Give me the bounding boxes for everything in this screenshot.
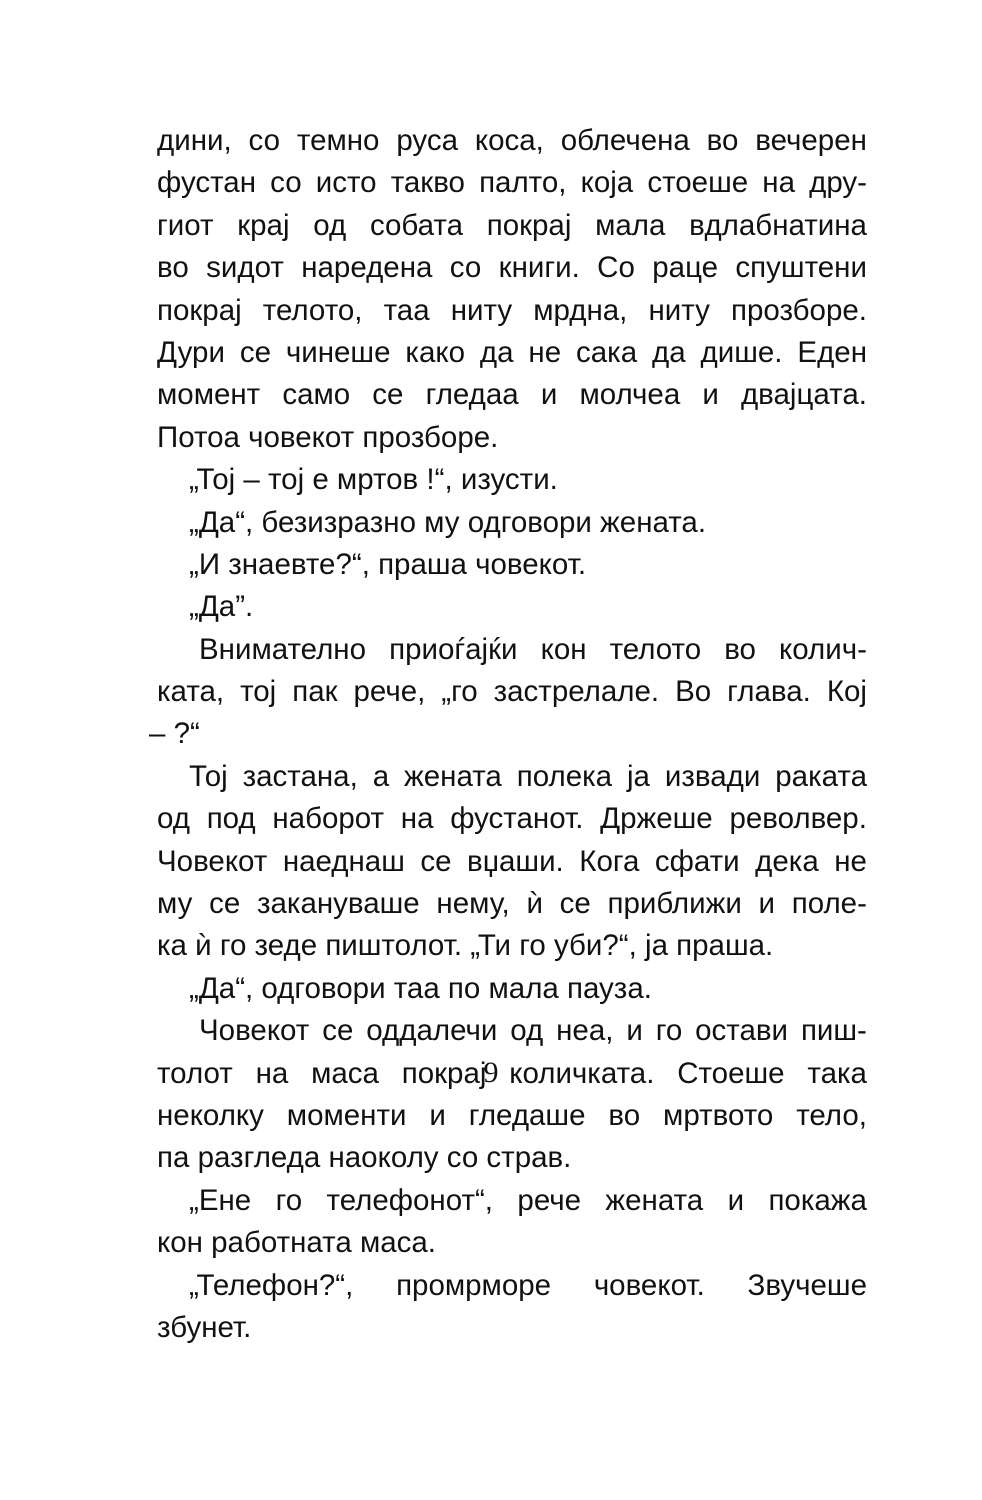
text-line: Дури се чинеше како да не сака да дише. Еден bbox=[157, 335, 867, 369]
text-line: кон работната маса. bbox=[157, 1226, 436, 1260]
text-line: момент само се гледаа и молчеа и двајцата. bbox=[157, 378, 867, 412]
text-line: дини, со темно руса коса, облечена во вечерен bbox=[157, 124, 867, 157]
text-line: покрај телото, таа ниту мрдна, ниту прозборе. bbox=[157, 293, 867, 327]
body-text bbox=[149, 120, 867, 1349]
text-line: Тој застана, а жената полека ја извади раката bbox=[189, 759, 867, 793]
text-line: толот на маса покрај количката. Стоеше така bbox=[157, 1056, 867, 1090]
text-line: „Да”. bbox=[189, 590, 254, 624]
text-line: Човекот наеднаш се вџаши. Кога сфати дека не bbox=[157, 844, 867, 878]
text-line: неколку моменти и гледаше во мртвото тело, bbox=[157, 1098, 867, 1132]
text-line: „Да“, одговори таа по мала пауза. bbox=[189, 971, 652, 1005]
text-line: ката, тој пак рече, „го застрелале. Во глава. Кој bbox=[157, 675, 867, 709]
text-line: му се закануваше нему, ѝ се приближи и поле- bbox=[157, 887, 867, 921]
text-line: збунет. bbox=[157, 1310, 252, 1344]
text-line: во ѕидот наредена со книги. Со раце спуштени bbox=[157, 251, 867, 285]
text-line: „Да“, безизразно му одговори жената. bbox=[189, 505, 707, 539]
text-line: Потоа човекот прозборе. bbox=[157, 420, 499, 454]
text-line: „Телефон?“, промрморе човекот. Звучеше bbox=[189, 1268, 867, 1302]
text-line: па разгледа наоколу со страв. bbox=[157, 1141, 572, 1175]
text-line: – ?“ bbox=[149, 717, 200, 751]
text-line: „Ене го телефонот“, рече жената и покажа bbox=[189, 1183, 867, 1217]
text-line: „И знаевте?“, праша човекот. bbox=[189, 547, 587, 581]
page-number: 9 bbox=[483, 1056, 499, 1089]
text-line: „Тој – тој е мртов !“, изусти. bbox=[189, 463, 558, 497]
text-line: ка ѝ го зеде пиштолот. „Ти го уби?“, ја праша. bbox=[157, 929, 774, 963]
text-line: Внимателно приоѓајќи кон телото во колич- bbox=[199, 632, 867, 666]
text-line: Човекот се оддалечи од неа, и го остави пиш- bbox=[199, 1014, 867, 1048]
text-line: гиот крај од собата покрај мала вдлабнатина bbox=[157, 208, 867, 242]
text-line: фустан со исто такво палто, која стоеше на дру- bbox=[157, 166, 867, 200]
text-line: од под наборот на фустанот. Држеше револвер. bbox=[157, 802, 867, 836]
